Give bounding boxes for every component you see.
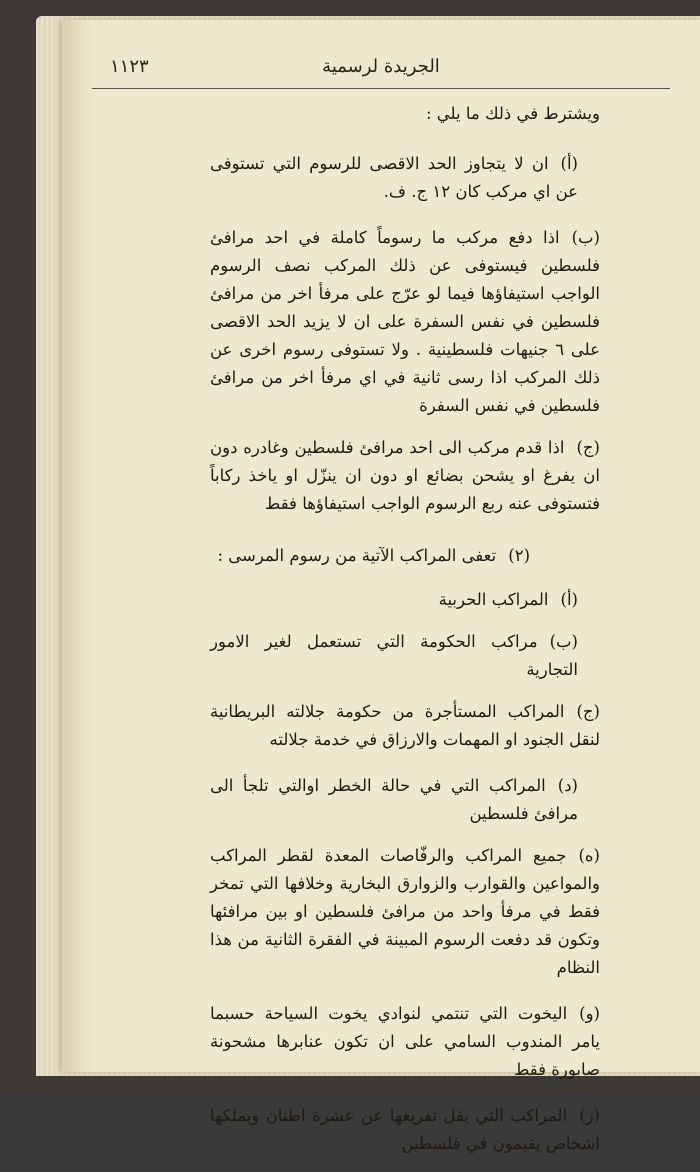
exemption-b [210, 628, 600, 684]
exemption-c [210, 698, 600, 754]
condition-b [210, 224, 600, 420]
section-2-text: تعفى المراكب الآتية من رسوم المرسى : [217, 546, 497, 565]
condition-c-text: اذا قدم مركب الى احد مرافئ فلسطين وغادره دون ان يفرغ او يشحن بضائع او دون ان ينزّل او ياخذ ركاباً فتستوفى عنه ربع الرسوم الواجب استيفاؤها فقط [210, 438, 600, 513]
condition-b-label: (ب) [571, 228, 600, 247]
exemption-f [210, 1000, 600, 1084]
condition-c [210, 434, 600, 518]
exemption-a [210, 586, 600, 614]
exemption-f-label: (و) [579, 1004, 600, 1023]
intro-line: ويشترط في ذلك ما يلي : [426, 104, 600, 123]
exemption-a-text: المراكب الحربية [438, 590, 549, 609]
condition-c-label: (ج) [576, 438, 600, 457]
exemption-d-label: (د) [557, 776, 578, 795]
exemption-e-label: (ه) [578, 846, 600, 865]
exemption-c-label: (ج) [576, 702, 600, 721]
exemption-a-label: (أ) [560, 590, 578, 609]
page-header [92, 56, 670, 90]
exemption-d [210, 772, 600, 828]
page-number: ١١٢٣ [110, 56, 149, 77]
exemption-b-label: (ب) [549, 632, 578, 651]
exemption-g [210, 1102, 600, 1158]
exemption-b-text: مراكب الحكومة التي تستعمل لغير الامور التجارية [210, 632, 578, 679]
exemption-d-text: المراكب التي في حالة الخطر اوالتي تلجأ الى مرافئ فلسطين [210, 776, 578, 823]
exemption-e [210, 842, 600, 982]
section-2-label: (٢) [508, 546, 530, 565]
condition-a [210, 150, 600, 206]
condition-a-label: (أ) [560, 154, 578, 173]
exemption-g-label: (ز) [579, 1106, 600, 1125]
exemption-e-text: جميع المراكب والرفّاصات المعدة لقطر المراكب والمواعين والقوارب والزوارق البخارية وخلافها التي تمخر فقط في مرفأ واحد من مرافئ فلسطين او بين مرافئها وتكون قد دفعت الرسوم المبينة في الفقرة الثانية من هذا النظام [210, 846, 600, 977]
section-2-heading [210, 542, 600, 570]
article-body [210, 100, 600, 1172]
gazette-title: الجريدة لرسمية [322, 56, 440, 77]
header-divider [92, 88, 670, 89]
binding-shadow [62, 20, 92, 1072]
exemption-f-text: اليخوت التي تنتمي لنوادي يخوت السياحة حسبما يامر المندوب السامي على ان تكون عنابرها مشحونة صابورة فقط [210, 1004, 600, 1079]
exemption-g-text: المراكب التي يقل تفريغها عن عشرة اطنان ويملكها اشخاص يقيمون في فلسطين [210, 1106, 600, 1153]
exemption-c-text: المراكب المستأجرة من حكومة جلالته البريطانية لنقل الجنود او المهمات والارزاق في خدمة جلالته [210, 702, 600, 749]
condition-b-text: اذا دفع مركب ما رسوماً كاملة في احد مرافئ فلسطين فيستوفى عن ذلك المركب نصف الرسوم الواجب استيفاؤها فيما لو عرّج على مرفأ اخر من مرافئ فلسطين في نفس السفرة على ان لا يزيد الحد الاقصى على ٦ جنيهات فلسطينية . ولا تستوفى رسوم اخرى عن ذلك المركب اذا رسى ثانية في اي مرفأ اخر من مرافئ فلسطين في نفس السفرة [210, 228, 600, 415]
condition-a-text: ان لا يتجاوز الحد الاقصى للرسوم التي تستوفى عن اي مركب كان ١٢ ج. ف. [210, 154, 578, 201]
